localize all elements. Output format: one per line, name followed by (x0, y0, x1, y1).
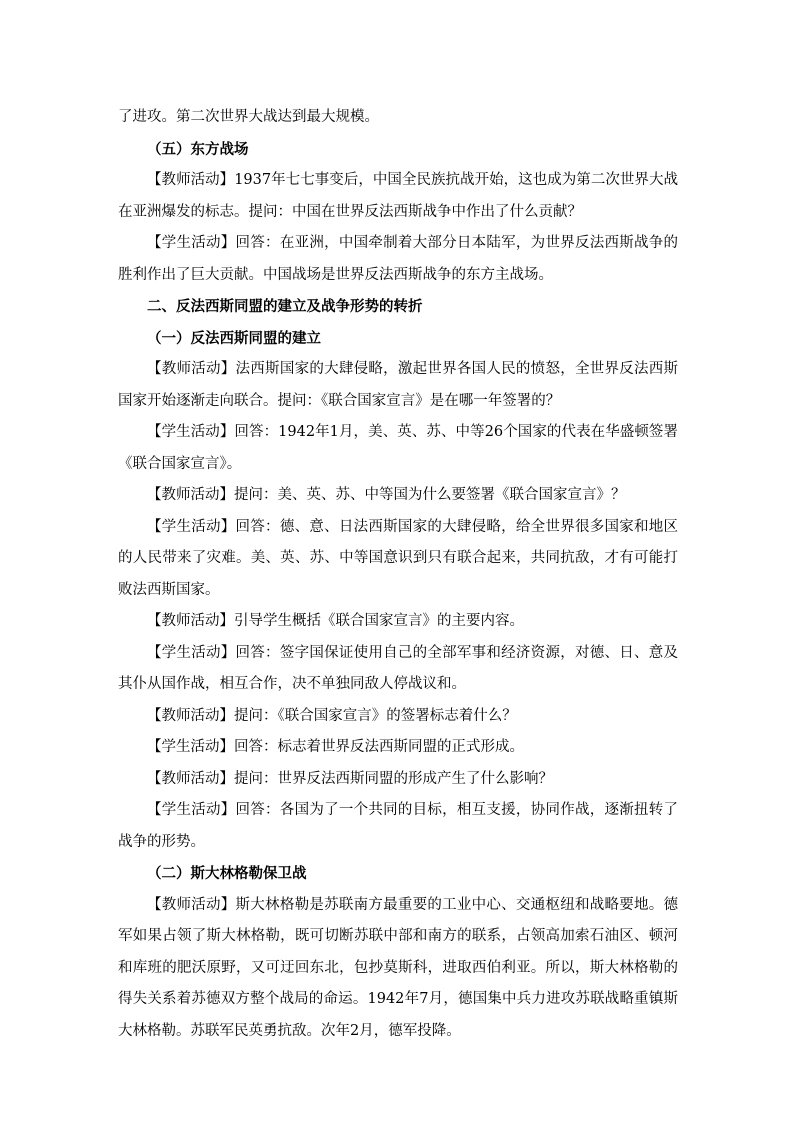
section-heading: （一）反法西斯同盟的建立 (147, 329, 321, 347)
teacher-activity-paragraph: 【教师活动】1937年七七事变后，中国全民族抗战开始，这也成为第二次世界大战在亚洲爆发的标志。提问：中国在世界反法西斯战争中作出了什么贡献？ (118, 172, 678, 220)
student-activity-paragraph: 【学生活动】回答：1942年1月，美、英、苏、中等26个国家的代表在华盛顿签署《联合国家宣言》。 (118, 424, 678, 472)
paragraph: 了进攻。第二次世界大战达到最大规模。 (118, 109, 379, 125)
document-body (118, 102, 678, 1047)
teacher-activity-paragraph: 【教师活动】斯大林格勒是苏联南方最重要的工业中心、交通枢纽和战略要地。德军如果占领了斯大林格勒，既可切断苏联中部和南方的联系，占领高加索石油区、顿河和库班的肥沃原野，又可迂回东北，包抄莫斯科，进取西伯利亚。所以，斯大林格勒的得失关系着苏德双方整个战局的命运。1942年7月，德国集中兵力进攻苏联战略重镇斯大林格勒。苏联军民英勇抗敌。次年2月，德军投降。 (118, 896, 678, 1039)
teacher-activity-paragraph: 【教师活动】提问：美、英、苏、中等国为什么要签署《联合国家宣言》？ (147, 487, 626, 503)
student-activity-paragraph: 【学生活动】回答：各国为了一个共同的目标，相互支援，协同作战，逐渐扭转了战争的形势。 (118, 802, 678, 850)
teacher-activity-paragraph: 【教师活动】法西斯国家的大肆侵略，激起世界各国人民的愤怒，全世界反法西斯国家开始逐渐走向联合。提问：《联合国家宣言》是在哪一年签署的？ (118, 361, 678, 409)
teacher-activity-paragraph: 【教师活动】提问：世界反法西斯同盟的形成产生了什么影响？ (147, 770, 553, 787)
student-activity-paragraph: 【学生活动】回答：签字国保证使用自己的全部军事和经济资源，对德、日、意及其仆从国作战，相互合作，决不单独同敌人停战议和。 (118, 644, 678, 692)
chapter-heading: 二、反法西斯同盟的建立及战争形势的转折 (147, 298, 423, 315)
section-heading: （五）东方战场 (147, 140, 249, 158)
student-activity-paragraph: 【学生活动】回答：德、意、日法西斯国家的大肆侵略，给全世界很多国家和地区的人民带来了灾难。美、英、苏、中等国意识到只有联合起来，共同抗敌，才有可能打败法西斯国家。 (118, 518, 678, 598)
section-heading: （二）斯大林格勒保卫战 (147, 865, 307, 882)
teacher-activity-paragraph: 【教师活动】提问：《联合国家宣言》的签署标志着什么？ (147, 707, 517, 724)
teacher-activity-paragraph: 【教师活动】引导学生概括《联合国家宣言》的主要内容。 (147, 613, 524, 629)
student-activity-paragraph: 【学生活动】回答：标志着世界反法西斯同盟的正式形成。 (147, 739, 524, 755)
student-activity-paragraph: 【学生活动】回答：在亚洲，中国牵制着大部分日本陆军，为世界反法西斯战争的胜利作出了巨大贡献。中国战场是世界反法西斯战争的东方主战场。 (118, 235, 678, 283)
